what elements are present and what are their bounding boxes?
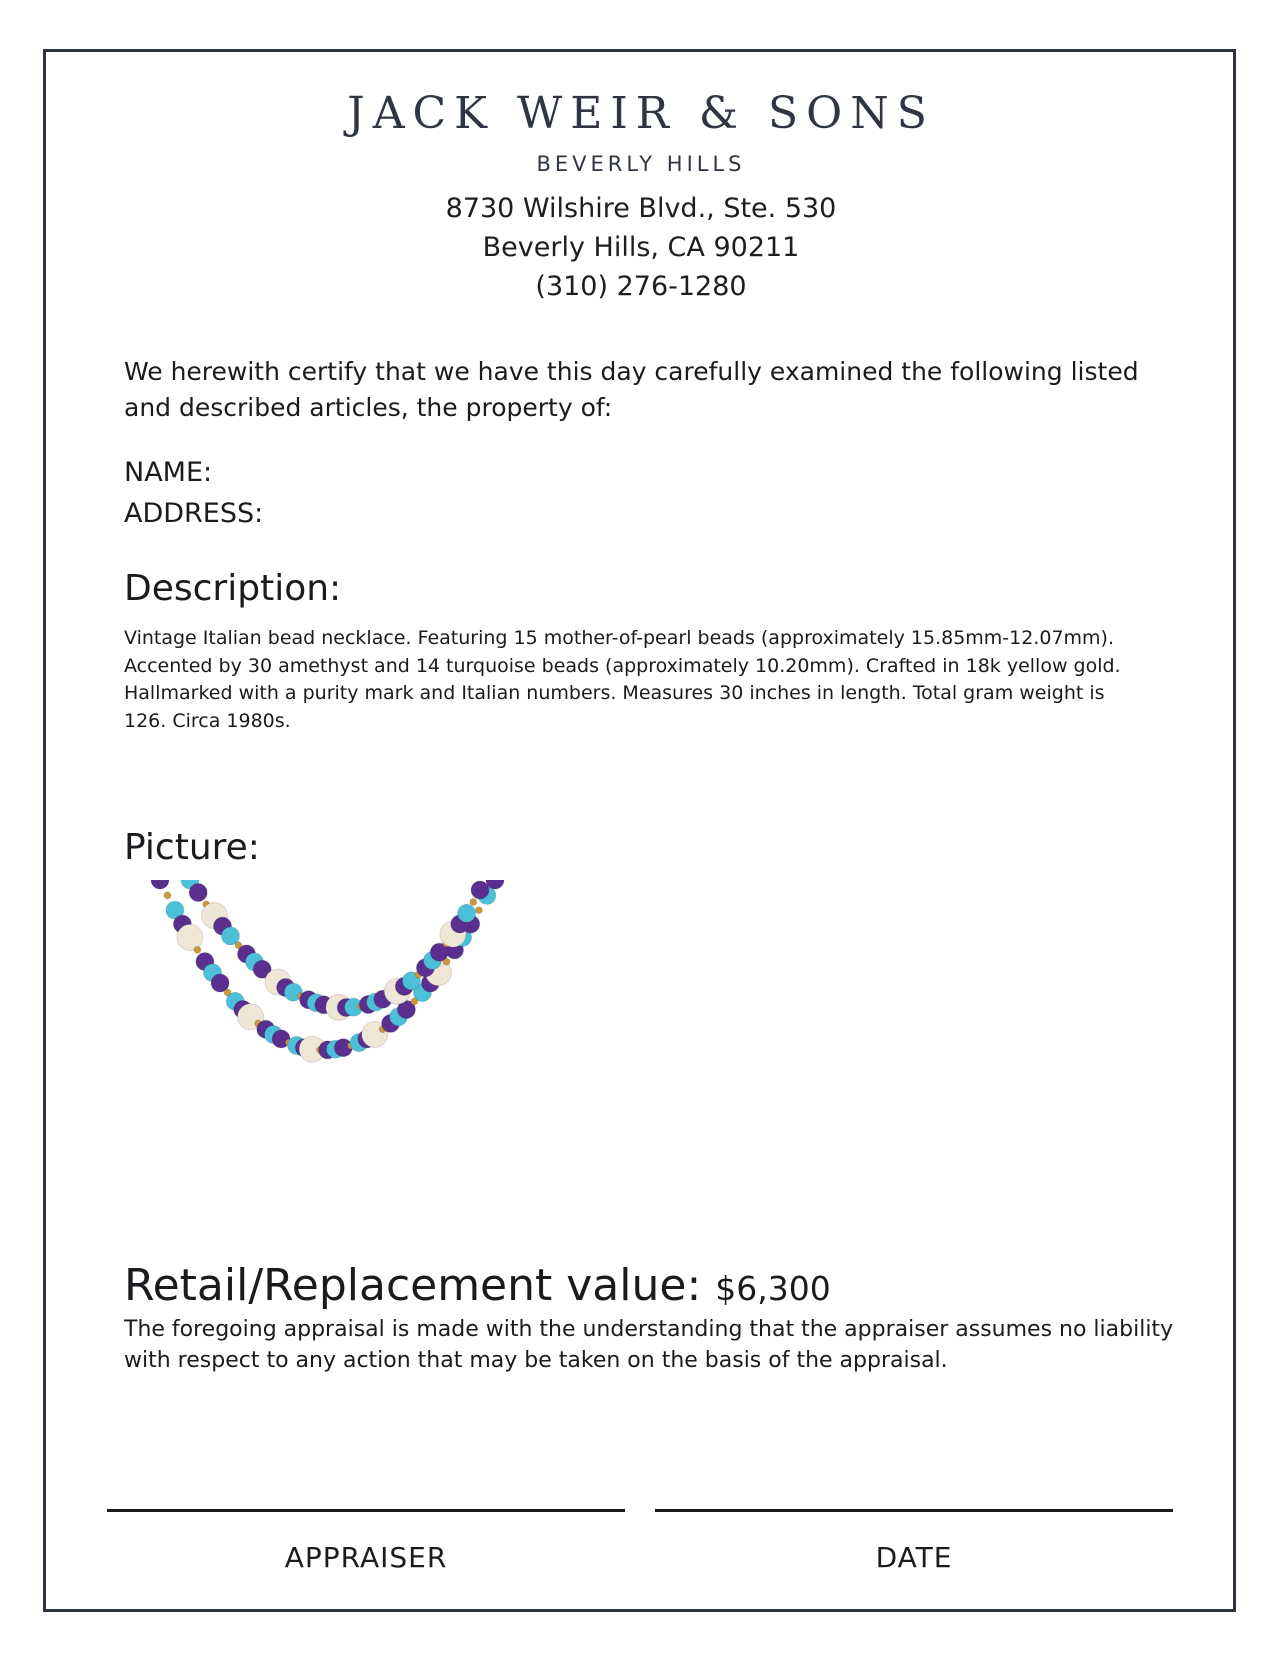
necklace-beads xyxy=(151,880,504,1062)
phone-number: (310) 276-1280 xyxy=(535,271,747,302)
bead-amethyst xyxy=(151,880,169,889)
bead-gold xyxy=(194,946,201,953)
description-heading: Description: xyxy=(124,568,342,609)
necklace-picture xyxy=(150,880,530,1140)
bead-gold xyxy=(470,899,477,906)
value-label: Retail/Replacement value: xyxy=(124,1260,702,1311)
brand-name: JACK WEIR & SONS xyxy=(347,88,935,139)
picture-heading: Picture: xyxy=(124,827,260,868)
bead-gold xyxy=(475,907,482,914)
address-line-2: Beverly Hills, CA 90211 xyxy=(482,232,800,263)
certification-statement: We herewith certify that we have this day carefully examined the following listed and described articles, the property of: xyxy=(124,357,1139,422)
appraiser-label: APPRAISER xyxy=(284,1541,448,1574)
appraiser-signature-line xyxy=(107,1509,625,1512)
disclaimer-text: The foregoing appraisal is made with the understanding that the appraiser assumes no liability with respect to any action that may be taken on the basis of the appraisal. xyxy=(124,1317,1174,1373)
bead-gold xyxy=(164,892,171,899)
valuation-row xyxy=(124,1260,831,1311)
date-label: DATE xyxy=(875,1541,953,1574)
name-label: NAME: xyxy=(124,457,213,488)
bead-amethyst xyxy=(471,881,489,899)
description-text: Vintage Italian bead necklace. Featuring 15 mother-of-pearl beads (approximately 15.85mm-12.07mm). Accented by 30 amethyst and 14 turquoise beads (approximately 10.20mm). Crafted in 18k yellow gold. Hallmarked with a purity mark and Italian numbers. Measures 30 inches in length. Total gram weight is 126. Circa 1980s. xyxy=(124,627,1121,732)
bead-turquoise xyxy=(458,904,476,922)
value-amount: $6,300 xyxy=(715,1269,831,1308)
date-signature-line xyxy=(655,1509,1173,1512)
bead-amethyst xyxy=(189,884,207,902)
address-line-1: 8730 Wilshire Blvd., Ste. 530 xyxy=(445,193,837,224)
brand-location: BEVERLY HILLS xyxy=(536,152,746,176)
address-label: ADDRESS: xyxy=(124,498,264,529)
